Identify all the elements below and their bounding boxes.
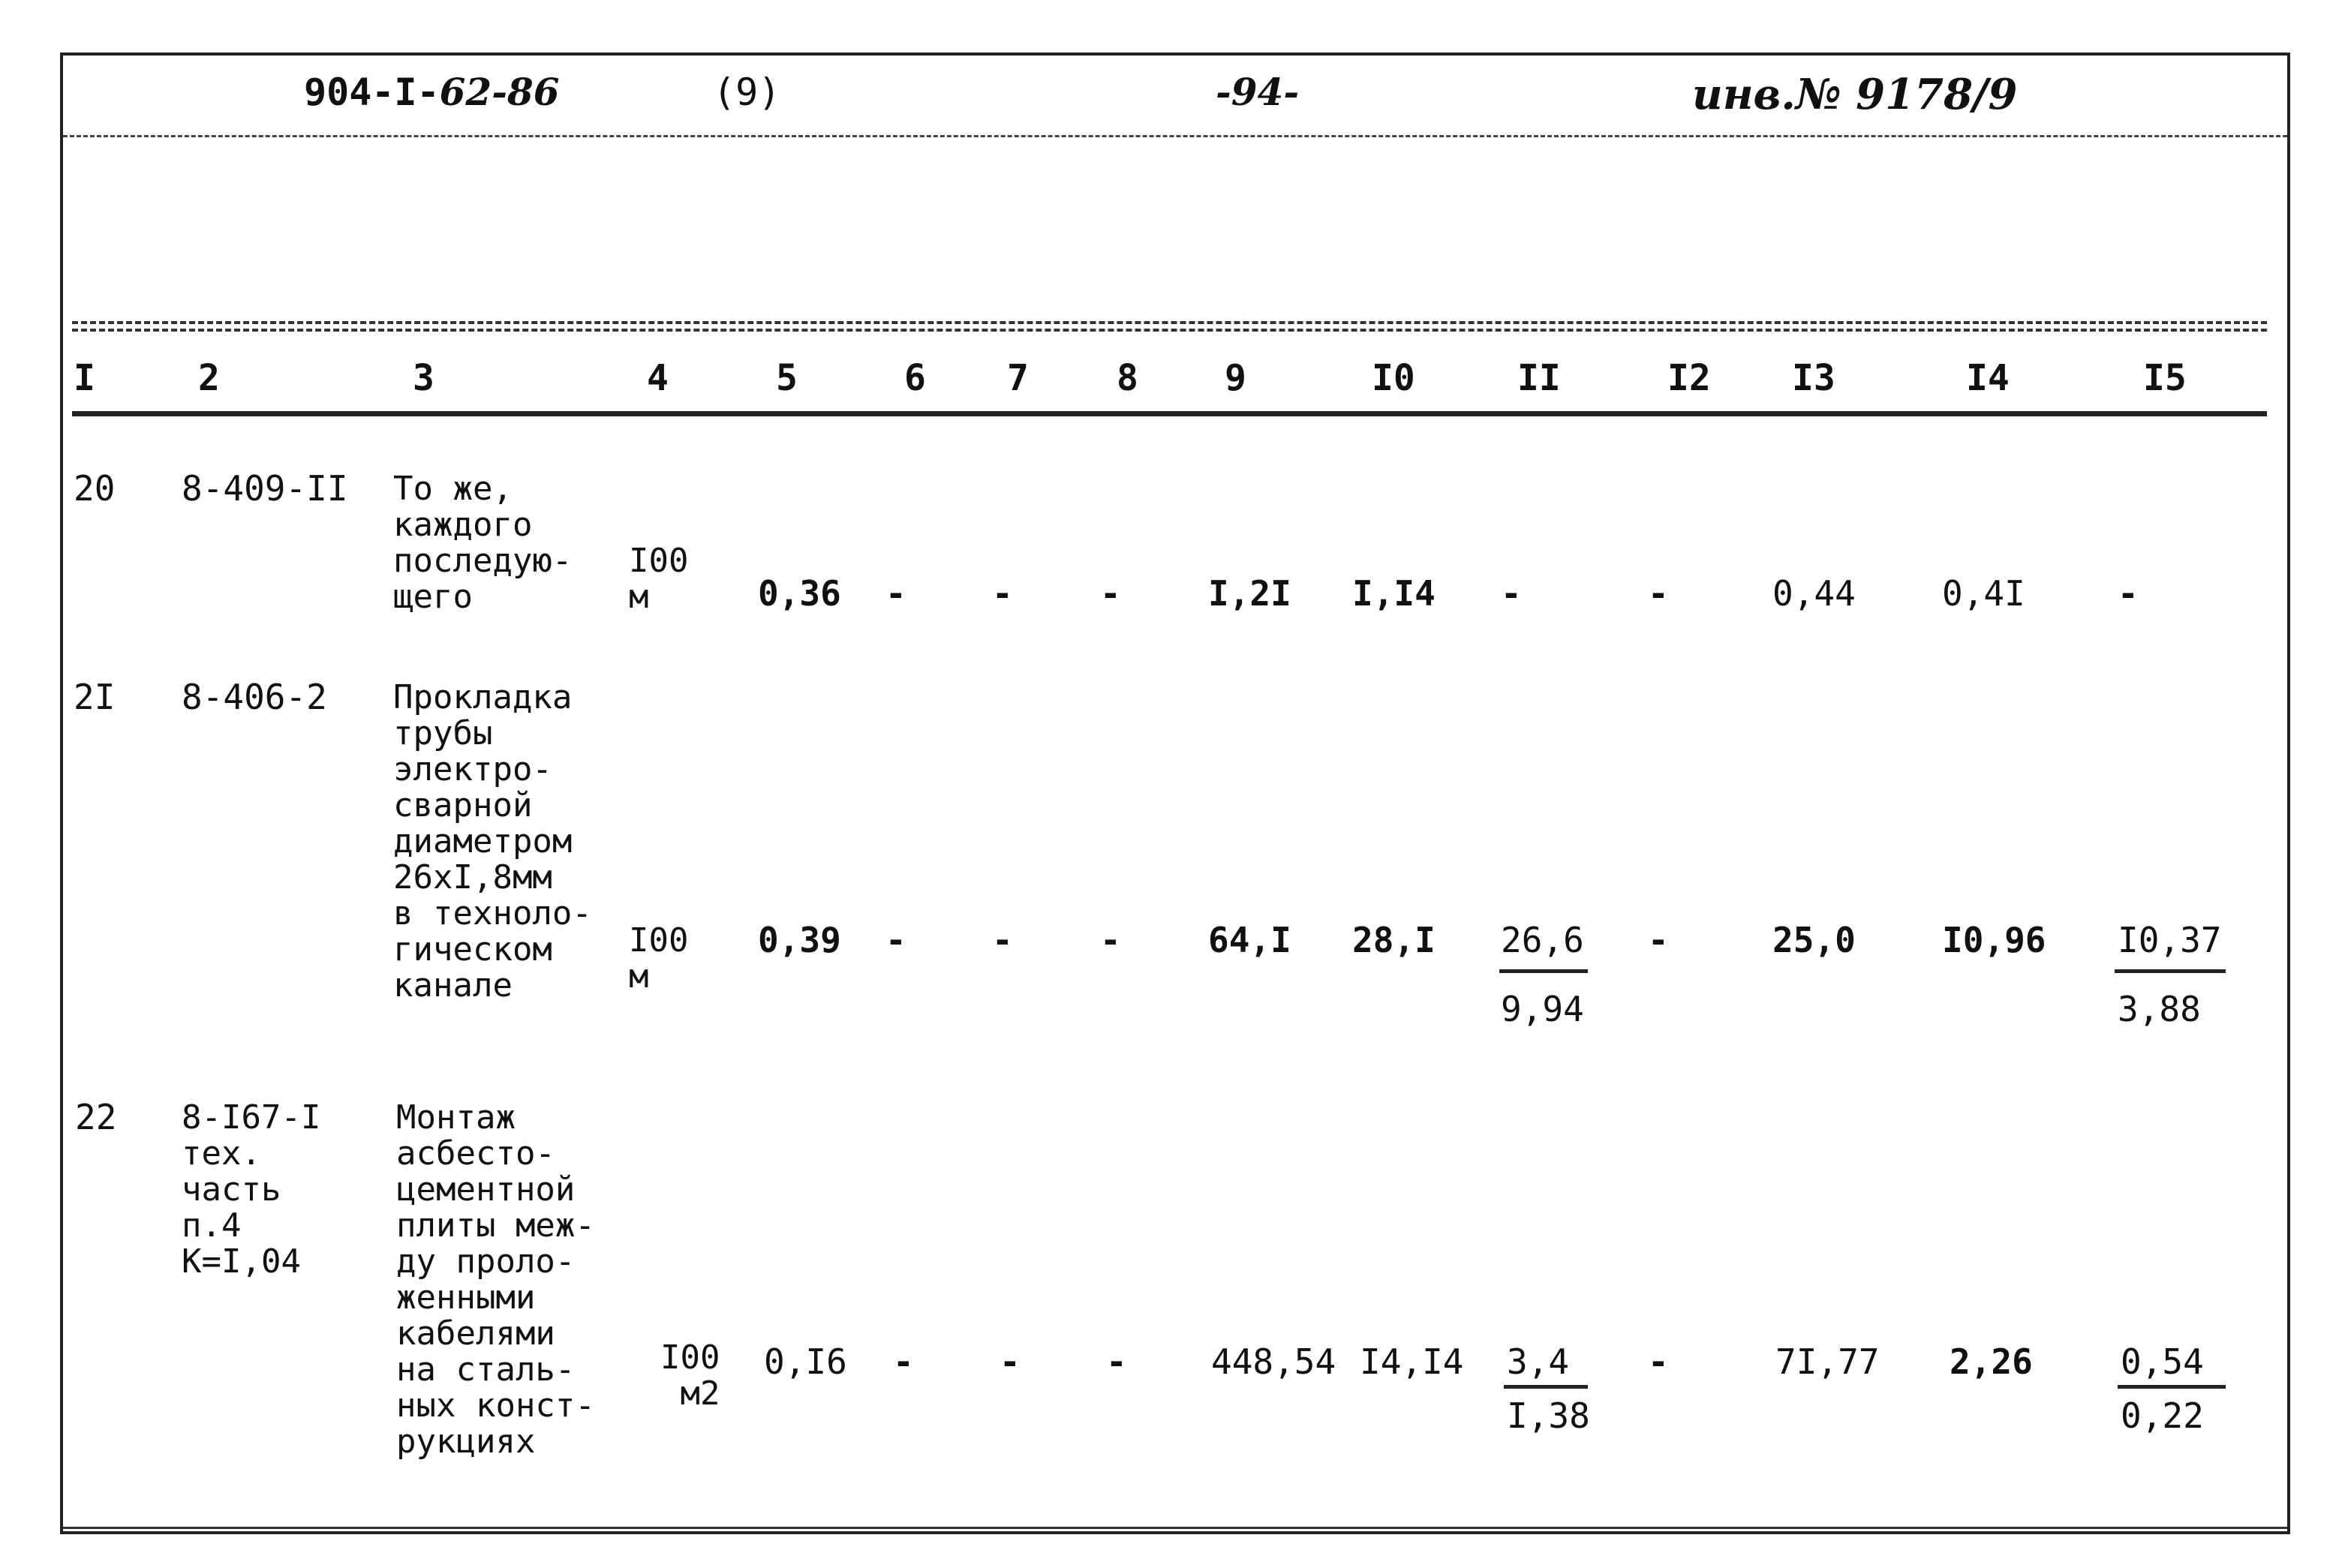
cell-col-15-numerator: I0,37: [2118, 920, 2222, 960]
cell-col-7: -: [992, 920, 1013, 960]
table-top-rule: [72, 321, 2267, 324]
cell-col-8: -: [1100, 573, 1121, 614]
norm-code: 8-I67-I тех. часть п.4 К=I,04: [182, 1098, 321, 1281]
cell-col-6: -: [885, 573, 906, 614]
cell-col-14: 0,4I: [1942, 573, 2025, 614]
column-number-8: 8: [1117, 357, 1138, 399]
norm-code: 8-406-2: [182, 677, 327, 717]
column-number-9: 9: [1225, 357, 1246, 399]
work-description: То же, каждого последую- щего: [393, 470, 573, 616]
column-number-10: I0: [1372, 357, 1415, 399]
cell-col-8: -: [1106, 1341, 1127, 1382]
column-number-14: I4: [1966, 357, 2010, 399]
unit-of-measure: I00 м: [629, 921, 689, 996]
row-number: 2I: [74, 677, 116, 717]
column-number-5: 5: [776, 357, 798, 399]
work-description: Монтаж асбесто- цементной плиты меж- ду проло- женными кабелями на сталь- ных конст- рукциях: [396, 1098, 595, 1461]
row-number: 22: [75, 1097, 117, 1137]
fraction-bar: [1499, 969, 1588, 973]
cell-col-14: I0,96: [1942, 920, 2046, 960]
column-number-6: 6: [904, 357, 926, 399]
document-code-handwritten: 62-86: [439, 70, 560, 114]
inventory-number: инв.№ 9178/9: [1692, 70, 2018, 119]
cell-col-5: 0,39: [758, 920, 841, 960]
table-top-rule-2: [72, 329, 2267, 332]
column-number-12: I2: [1667, 357, 1711, 399]
cell-col-13: 25,0: [1772, 920, 1856, 960]
cell-col-7: -: [992, 573, 1013, 614]
page-number: -94-: [1216, 70, 1300, 114]
document-code: [304, 70, 560, 114]
column-number-13: I3: [1792, 357, 1835, 399]
cell-col-8: -: [1100, 920, 1121, 960]
cell-col-6: -: [885, 920, 906, 960]
cell-col-13: 7I,77: [1775, 1341, 1880, 1382]
cell-col-15-numerator: 0,54: [2121, 1341, 2204, 1382]
column-number-7: 7: [1007, 357, 1029, 399]
row-number: 20: [74, 468, 116, 509]
page-bottom-rule: [63, 1527, 2287, 1529]
cell-col-5: 0,I6: [764, 1341, 847, 1382]
cell-col-11: -: [1501, 573, 1522, 614]
cell-col-7: -: [1000, 1341, 1021, 1382]
cell-col-9: 64,I: [1208, 920, 1291, 960]
unit-of-measure: I00 м2: [660, 1338, 720, 1413]
column-number-15: I5: [2143, 357, 2187, 399]
cell-col-5: 0,36: [758, 573, 841, 614]
cell-col-15-denominator: 3,88: [2118, 989, 2201, 1029]
sheet-number: (9): [713, 71, 781, 114]
fraction-bar: [1504, 1385, 1588, 1389]
column-header-rule: [72, 411, 2267, 416]
cell-col-9: I,2I: [1208, 573, 1291, 614]
column-number-1: I: [74, 357, 95, 399]
cell-col-13: 0,44: [1772, 573, 1856, 614]
document-code-printed: 904-I-: [304, 71, 440, 114]
cell-col-11-denominator: 9,94: [1501, 989, 1584, 1029]
column-number-2: 2: [198, 357, 220, 399]
cell-col-6: -: [893, 1341, 914, 1382]
cell-col-9: 448,54: [1211, 1341, 1336, 1382]
cell-col-11-numerator: 26,6: [1501, 920, 1584, 960]
cell-col-12: -: [1648, 920, 1669, 960]
cell-col-14: 2,26: [1950, 1341, 2033, 1382]
cell-col-12: -: [1648, 573, 1669, 614]
cell-col-10: I,I4: [1352, 573, 1436, 614]
fraction-bar: [2118, 1385, 2226, 1389]
cell-col-11-numerator: 3,4: [1507, 1341, 1570, 1382]
column-number-3: 3: [413, 357, 434, 399]
cell-col-15-denominator: 0,22: [2121, 1395, 2204, 1436]
unit-of-measure: I00 м: [629, 542, 689, 616]
fraction-bar: [2115, 969, 2226, 973]
column-number-11: II: [1517, 357, 1561, 399]
cell-col-12: -: [1648, 1341, 1669, 1382]
cell-col-11-denominator: I,38: [1507, 1395, 1590, 1436]
cell-col-10: 28,I: [1352, 920, 1436, 960]
cell-col-15: -: [2118, 573, 2139, 614]
cell-col-10: I4,I4: [1360, 1341, 1464, 1382]
norm-code: 8-409-II: [182, 468, 348, 509]
column-number-4: 4: [647, 357, 669, 399]
header-divider: [63, 135, 2287, 137]
work-description: Прокладка трубы электро- сварной диаметром 26хI,8мм в техноло- гическом канале: [393, 678, 592, 1005]
